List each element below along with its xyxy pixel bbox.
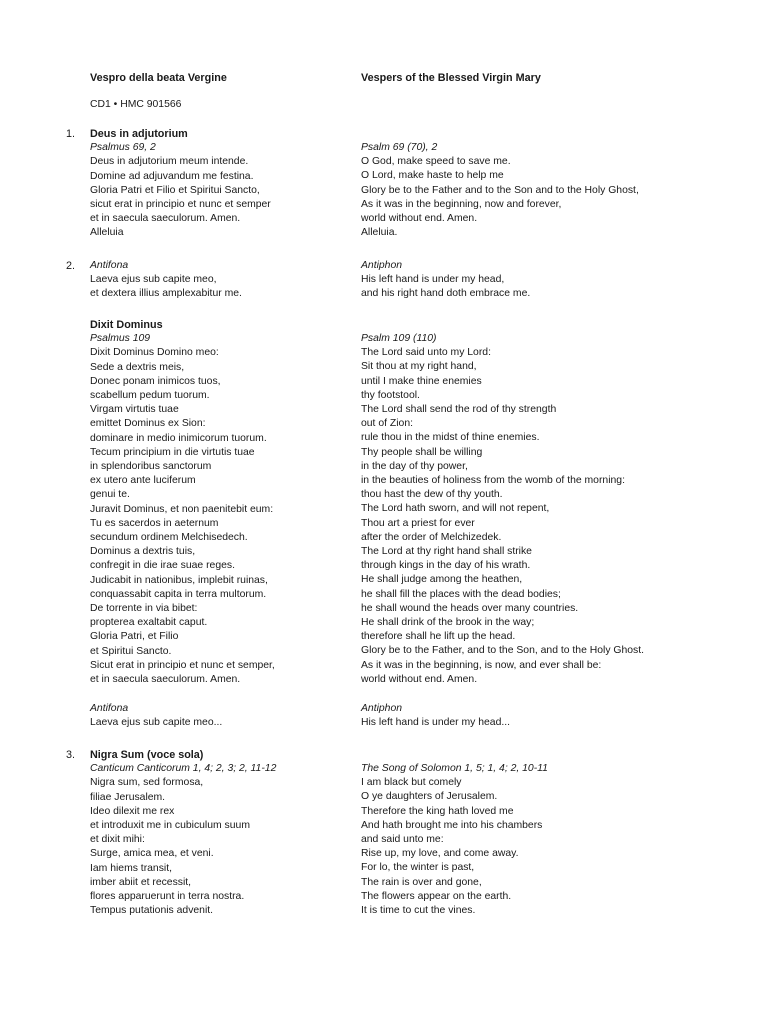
english-line: The Lord at thy right hand shall strike (361, 546, 532, 558)
english-line: His left hand is under my head, (361, 274, 505, 286)
english-line: I am black but comely (361, 777, 462, 789)
english-column (361, 702, 510, 730)
latin-line: Domine ad adjuvandum me festina. (90, 170, 254, 182)
latin-source: Antifona (90, 703, 129, 714)
section-title: Dixit Dominus (90, 319, 163, 331)
english-source: Antiphon (361, 703, 403, 714)
english-line: Glory be to the Father and to the Son and to the Holy Ghost, (361, 184, 639, 196)
latin-line: et in saecula saeculorum. Amen. (90, 213, 241, 225)
english-line: Glory be to the Father, and to the Son, and to the Holy Ghost. (361, 645, 645, 657)
latin-line: confregit in die irae suae reges. (90, 560, 235, 572)
latin-line: sicut erat in principio et nunc et semper (90, 199, 271, 211)
english-line: Rise up, my love, and come away. (361, 848, 519, 860)
english-column (361, 259, 530, 302)
latin-line: filiae Jerusalem. (90, 791, 166, 803)
latin-source: Psalmus 69, 2 (90, 142, 156, 154)
latin-source: Canticum Canticorum 1, 4; 2, 3; 2, 11-12 (90, 763, 277, 775)
latin-line: secundum ordinem Melchisedech. (90, 532, 248, 544)
english-line: Therefore the king hath loved me (361, 805, 514, 817)
english-line: The Lord hath sworn, and will not repent, (361, 503, 550, 515)
english-line: until I make thine enemies (361, 375, 482, 387)
latin-line: flores apparuerunt in terra nostra. (90, 891, 245, 903)
latin-column (90, 127, 271, 241)
section-title: Nigra Sum (voce sola) (90, 749, 204, 761)
latin-line: propterea exaltabit caput. (90, 617, 208, 629)
english-line: Alleluia. (361, 227, 398, 239)
latin-line: Dixit Dominus Domino meo: (90, 347, 219, 359)
latin-line: et introduxit me in cubiculum suum (90, 820, 250, 832)
latin-line: Gloria Patri, et Filio (90, 631, 179, 643)
english-source: Antiphon (361, 260, 403, 271)
english-line: thou hast the dew of thy youth. (361, 489, 503, 501)
latin-line: Judicabit in nationibus, implebit ruinas, (90, 574, 268, 586)
section-number: 2. (66, 260, 76, 272)
latin-line: dominare in medio inimicorum tuorum. (90, 432, 267, 444)
english-line: he shall wound the heads over many countries. (361, 602, 579, 614)
latin-source: Antifona (90, 260, 129, 271)
latin-line: Sede a dextris meis, (90, 361, 185, 373)
english-line: As it was in the beginning, now and forever, (361, 198, 562, 210)
latin-line: Iam hiems transit, (90, 862, 172, 874)
latin-line: Ideo dilexit me rex (90, 805, 175, 817)
latin-line: imber abiit et recessit, (90, 876, 192, 888)
latin-column (90, 748, 276, 918)
english-line: And hath brought me into his chambers (361, 819, 543, 831)
english-line: in the beauties of holiness from the womb of the morning: (361, 475, 625, 487)
english-line: As it was in the beginning, is now, and ever shall be: (361, 659, 602, 671)
latin-line: emittet Dominus ex Sion: (90, 418, 206, 430)
english-line: O God, make speed to save me. (361, 156, 511, 168)
latin-line: et in saecula saeculorum. Amen. (90, 674, 241, 686)
english-line: He shall drink of the brook in the way; (361, 617, 535, 629)
english-line: rule thou in the midst of thine enemies. (361, 432, 540, 444)
latin-source: Psalmus 109 (90, 333, 151, 345)
latin-line: Juravit Dominus, et non paenitebit eum: (90, 503, 274, 515)
english-line: Sit thou at my right hand, (361, 361, 477, 373)
english-heading: Vespers of the Blessed Virgin Mary (361, 72, 541, 84)
latin-column (90, 318, 275, 687)
latin-column (90, 702, 222, 730)
english-line: he shall fill the places with the dead bodies; (361, 588, 561, 600)
english-source: The Song of Solomon 1, 5; 1, 4; 2, 10-11 (361, 763, 548, 774)
english-line: through kings in the day of his wrath. (361, 560, 531, 572)
latin-line: scabellum pedum tuorum. (90, 390, 210, 402)
latin-line: Alleluia (90, 227, 124, 239)
english-line: and said unto me: (361, 834, 444, 846)
english-line: therefore shall he lift up the head. (361, 631, 516, 643)
english-source: Psalm 69 (70), 2 (361, 142, 438, 153)
latin-line: Virgam virtutis tuae (90, 404, 179, 416)
latin-heading: Vespro della beata Vergine (90, 72, 227, 84)
english-line: Thy people shall be willing (361, 446, 483, 458)
english-line: His left hand is under my head... (361, 717, 511, 729)
latin-line: Tecum principium in die virtutis tuae (90, 446, 255, 458)
english-line: world without end. Amen. (361, 673, 478, 685)
latin-line: Deus in adjutorium meum intende. (90, 156, 249, 168)
english-column (361, 332, 644, 687)
latin-line: et Spiritui Sancto. (90, 645, 172, 657)
section-number: 3. (66, 749, 76, 761)
latin-column (90, 259, 242, 302)
latin-line: Donec ponam inimicos tuos, (90, 375, 221, 387)
latin-line: Tempus putationis advenit. (90, 905, 214, 917)
latin-line: et dixit mihi: (90, 834, 145, 846)
english-line: out of Zion: (361, 418, 413, 430)
latin-line: Surge, amica mea, et veni. (90, 848, 214, 860)
latin-line: in splendoribus sanctorum (90, 461, 212, 473)
english-line: after the order of Melchizedek. (361, 531, 502, 543)
cd-reference: CD1 • HMC 901566 (90, 99, 182, 110)
english-line: world without end. Amen. (361, 213, 478, 225)
latin-line: conquassabit capita in terra multorum. (90, 588, 267, 600)
latin-line: et dextera illius amplexabitur me. (90, 288, 242, 300)
latin-line: Laeva ejus sub capite meo... (90, 717, 223, 729)
english-line: O ye daughters of Jerusalem. (361, 791, 498, 803)
english-line: and his right hand doth embrace me. (361, 288, 531, 300)
latin-line: De torrente in via bibet: (90, 603, 198, 615)
english-line: O Lord, make haste to help me (361, 170, 504, 182)
english-line: Thou art a priest for ever (361, 517, 475, 529)
english-line: in the day of thy power, (361, 460, 468, 472)
section-title: Deus in adjutorium (90, 128, 188, 140)
section-number: 1. (66, 128, 76, 140)
latin-line: Laeva ejus sub capite meo, (90, 274, 217, 286)
english-line: He shall judge among the heathen, (361, 574, 523, 586)
latin-line: genui te. (90, 489, 130, 501)
latin-line: Tu es sacerdos in aeternum (90, 517, 219, 529)
english-line: The Lord said unto my Lord: (361, 347, 491, 359)
english-line: For lo, the winter is past, (361, 862, 475, 874)
latin-line: Nigra sum, sed formosa, (90, 777, 204, 789)
english-line: The Lord shall send the rod of thy strength (361, 404, 557, 416)
english-column (361, 762, 548, 918)
english-line: The rain is over and gone, (361, 876, 482, 888)
english-column (361, 141, 639, 240)
latin-line: Dominus a dextris tuis, (90, 546, 196, 558)
latin-line: Gloria Patri et Filio et Spiritui Sancto, (90, 184, 260, 196)
latin-line: Sicut erat in principio et nunc et semper, (90, 659, 275, 671)
latin-line: ex utero ante luciferum (90, 475, 196, 487)
english-line: thy footstool. (361, 389, 420, 401)
english-line: The flowers appear on the earth. (361, 890, 512, 902)
english-line: It is time to cut the vines. (361, 905, 476, 917)
english-source: Psalm 109 (110) (361, 333, 437, 344)
